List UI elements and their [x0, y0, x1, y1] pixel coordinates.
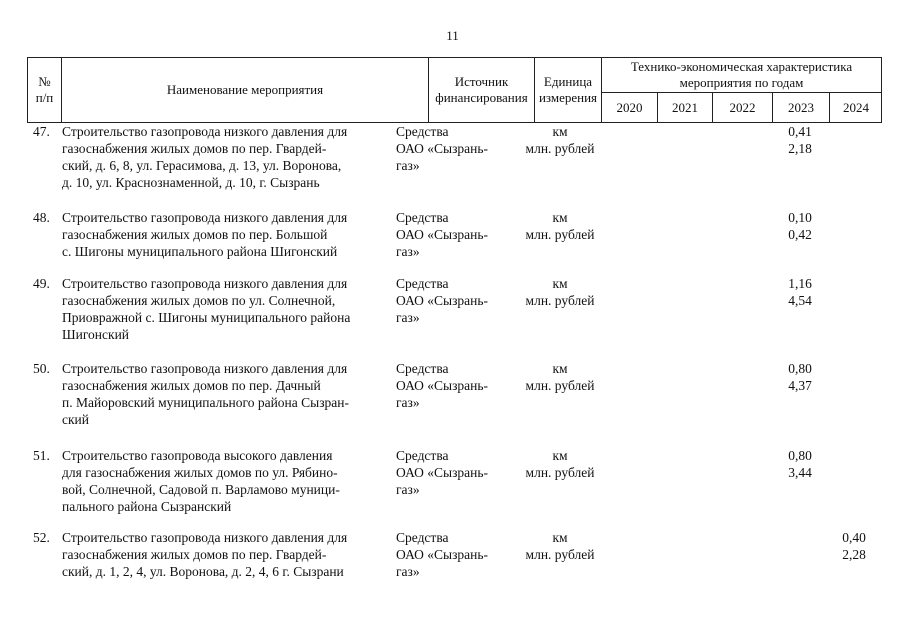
row-unit-line: млн. рублей	[525, 293, 595, 308]
row-value-rub: 0,42	[788, 227, 812, 242]
header-unit-label: Единица измерения	[538, 74, 598, 105]
page-number: 11	[446, 28, 459, 43]
row-unit-line: км	[552, 124, 568, 139]
row-value-rub: 4,37	[788, 378, 812, 393]
row-value-2023	[772, 275, 828, 309]
row-value-rub: 2,28	[842, 547, 866, 562]
row-name-line: вой, Солнечной, Садовой п. Варламово муници-	[62, 482, 340, 497]
header-source	[429, 58, 534, 122]
row-value-rub: 4,54	[788, 293, 812, 308]
header-unit	[535, 58, 601, 122]
row-value-km: 0,80	[788, 448, 812, 463]
row-unit	[512, 275, 608, 309]
row-name-line: ский	[62, 412, 89, 427]
row-value-km: 1,16	[788, 276, 812, 291]
row-name-line: ский, д. 6, 8, ул. Герасимова, д. 13, ул. Воронова,	[62, 158, 342, 173]
row-name-line: для газоснабжения жилых домов по ул. Рябино-	[62, 465, 338, 480]
header-year-2021: 2021	[672, 99, 698, 115]
row-source-line: ОАО «Сызрань-	[396, 378, 489, 393]
row-source-line: Средства	[396, 530, 449, 545]
row-source-line: ОАО «Сызрань-	[396, 547, 489, 562]
row-unit-line: км	[552, 361, 568, 376]
row-source-line: Средства	[396, 361, 449, 376]
row-value-2023	[772, 447, 828, 481]
row-name-line: Строительство газопровода низкого давления для	[62, 361, 348, 376]
row-unit	[512, 209, 608, 243]
row-source-line: Средства	[396, 210, 449, 225]
row-number: 50.	[33, 361, 50, 376]
header-source-label: Источник финансирования	[435, 74, 528, 105]
row-number: 49.	[33, 276, 50, 291]
row-source-line: ОАО «Сызрань-	[396, 465, 489, 480]
row-source	[396, 275, 516, 326]
header-tech-label: Технико-экономическая характеристика мероприятия по годам	[630, 59, 853, 90]
row-name-line: п. Майоровский муниципального района Сызран-	[62, 395, 350, 410]
row-value-2023	[772, 123, 828, 157]
row-name-line: Строительство газопровода низкого давления для	[62, 124, 348, 139]
row-source-line: ОАО «Сызрань-	[396, 141, 489, 156]
row-number: 48.	[33, 210, 50, 225]
row-name-line: ский, д. 1, 2, 4, ул. Воронова, д. 2, 4, 6 г. Сызрани	[62, 564, 344, 579]
row-name	[62, 360, 392, 428]
row-source-line: газ»	[396, 482, 420, 497]
row-unit-line: км	[552, 448, 568, 463]
row-unit-line: км	[552, 530, 568, 545]
row-source	[396, 209, 516, 260]
header-year-2020: 2020	[616, 99, 643, 115]
row-value-km: 0,40	[842, 530, 866, 545]
header-num-label: № п/п	[35, 74, 54, 105]
row-name-line: д. 10, ул. Краснознаменной, д. 10, г. Сызрань	[62, 175, 320, 190]
row-source-line: газ»	[396, 244, 420, 259]
row-value-rub: 3,44	[788, 465, 812, 480]
row-source-line: газ»	[396, 564, 420, 579]
row-unit	[512, 123, 608, 157]
header-tech	[602, 58, 881, 92]
row-unit-line: млн. рублей	[525, 227, 595, 242]
row-unit-line: км	[552, 210, 568, 225]
row-name-line: Шигонский	[62, 327, 130, 342]
row-name	[62, 275, 392, 343]
table-header	[27, 57, 882, 123]
row-source	[396, 447, 516, 498]
row-value-km: 0,80	[788, 361, 812, 376]
row-source	[396, 360, 516, 411]
row-source-line: ОАО «Сызрань-	[396, 293, 489, 308]
row-source-line: ОАО «Сызрань-	[396, 227, 489, 242]
row-source	[396, 529, 516, 580]
header-name	[62, 58, 428, 122]
row-value-km: 0,41	[788, 124, 812, 139]
header-year-2022: 2022	[729, 99, 756, 115]
header-year-2024: 2024	[843, 99, 869, 115]
row-number: 47.	[33, 124, 50, 139]
row-value-km: 0,10	[788, 210, 812, 225]
row-name-line: пального района Сызранский	[62, 499, 232, 514]
row-number: 52.	[33, 530, 50, 545]
row-name-line: с. Шигоны муниципального района Шигонский	[62, 244, 338, 259]
row-name-line: Строительство газопровода низкого давления для	[62, 210, 348, 225]
header-year-2023: 2023	[788, 99, 814, 115]
row-value-2023	[772, 209, 828, 243]
row-name-line: Приовражной с. Шигоны муниципального района	[62, 310, 351, 325]
row-source-line: газ»	[396, 310, 420, 325]
row-name-line: Строительство газопровода высокого давления	[62, 448, 333, 463]
row-unit	[512, 529, 608, 563]
row-value-2023	[772, 360, 828, 394]
row-unit	[512, 360, 608, 394]
row-unit-line: млн. рублей	[525, 547, 595, 562]
row-source-line: Средства	[396, 124, 449, 139]
row-source	[396, 123, 516, 174]
row-source-line: Средства	[396, 276, 449, 291]
row-name	[62, 447, 392, 515]
row-source-line: газ»	[396, 395, 420, 410]
header-num	[28, 58, 61, 122]
row-unit-line: млн. рублей	[525, 465, 595, 480]
row-name-line: Строительство газопровода низкого давления для	[62, 530, 348, 545]
row-name-line: газоснабжения жилых домов по ул. Солнечной,	[62, 293, 336, 308]
row-name	[62, 529, 392, 580]
row-value-rub: 2,18	[788, 141, 812, 156]
row-source-line: газ»	[396, 158, 420, 173]
row-unit-line: млн. рублей	[525, 378, 595, 393]
row-source-line: Средства	[396, 448, 449, 463]
row-name-line: газоснабжения жилых домов по пер. Большой	[62, 227, 328, 242]
row-unit-line: млн. рублей	[525, 141, 595, 156]
header-name-label: Наименование мероприятия	[166, 82, 324, 97]
row-name	[62, 209, 392, 260]
row-name-line: Строительство газопровода низкого давления для	[62, 276, 348, 291]
row-name-line: газоснабжения жилых домов по пер. Гвардей-	[62, 141, 327, 156]
row-unit-line: км	[552, 276, 568, 291]
row-unit	[512, 447, 608, 481]
row-number: 51.	[33, 448, 50, 463]
row-name	[62, 123, 392, 191]
row-name-line: газоснабжения жилых домов по пер. Гвардей-	[62, 547, 327, 562]
row-value-2024	[826, 529, 882, 563]
row-name-line: газоснабжения жилых домов по пер. Дачный	[62, 378, 321, 393]
